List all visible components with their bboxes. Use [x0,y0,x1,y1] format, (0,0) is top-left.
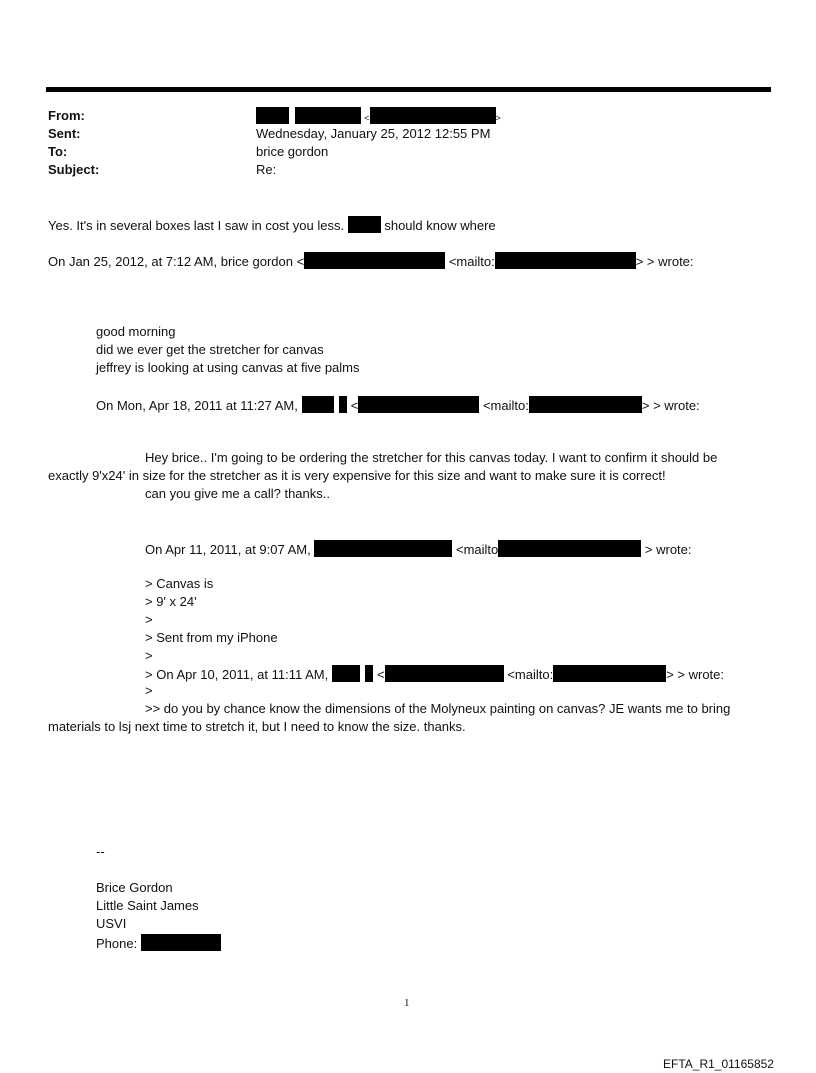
redaction-block [553,665,666,682]
quoted-line: > Sent from my iPhone [145,630,278,645]
redaction-block [370,107,496,124]
quoted-line: > Canvas is [145,576,214,591]
quoted-line: > 9' x 24' [145,594,197,609]
redaction-block [302,396,334,413]
quote-header-4: > On Apr 10, 2011, at 11:11 AM, < <mailto: > > wrote: [145,667,725,682]
redaction-block [295,107,361,124]
redaction-block [358,396,479,413]
redaction-block [385,665,504,682]
paragraph-line: can you give me a call? thanks.. [145,486,330,501]
quote-header-3: On Apr 11, 2011, at 9:07 AM, <mailto > wrote: [145,542,692,557]
signature-place: Little Saint James [96,898,199,913]
from-value: < > [256,107,501,126]
redaction-block [332,665,360,682]
page-number: 1 [404,997,410,1009]
redaction-block [365,665,373,682]
redaction-block [314,540,452,557]
quoted-line: > [145,683,153,698]
from-label: From: [48,108,85,123]
redaction-block [348,216,381,233]
sent-value: Wednesday, January 25, 2012 12:55 PM [256,126,491,141]
subject-label: Subject: [48,162,100,177]
redaction-block [339,396,347,413]
paragraph-line: Hey brice.. I'm going to be ordering the stretcher for this canvas today. I want to confirm it should be [145,450,718,465]
redaction-block [495,252,636,269]
redaction-block [498,540,641,557]
redaction-block [256,107,289,124]
redaction-block [141,934,221,951]
signature-region: USVI [96,916,127,931]
signature-phone: Phone: [96,934,221,952]
redaction-block [529,396,642,413]
quoted-line: >> do you by chance know the dimensions of the Molyneux painting on canvas? JE wants me to bring [145,701,731,716]
quote-header-1: On Jan 25, 2012, at 7:12 AM, brice gordon < <mailto: > > wrote: [48,254,694,269]
redaction-block [304,252,445,269]
signature-name: Brice Gordon [96,880,173,895]
message-line: jeffrey is looking at using canvas at five palms [96,360,360,375]
quote-header-2: On Mon, Apr 18, 2011 at 11:27 AM, < <mailto: > > wrote: [96,398,700,413]
paragraph-line: exactly 9'x24' in size for the stretcher as it is very expensive for this size and want to make sure it is correct! [48,468,666,483]
to-value: brice gordon [256,144,329,159]
quoted-line: materials to lsj next time to stretch it, but I need to know the size. thanks. [48,719,466,734]
message-line: did we ever get the stretcher for canvas [96,342,324,357]
document-id: EFTA_R1_01165852 [663,1057,774,1071]
reply-line: Yes. It's in several boxes last I saw in cost you less. should know where [48,218,496,233]
greeting-line: good morning [96,324,176,339]
sent-label: Sent: [48,126,81,141]
to-label: To: [48,144,68,159]
subject-value: Re: [256,162,277,177]
signature-separator: -- [96,844,105,859]
quoted-line: > [145,612,153,627]
header-rule [46,87,771,92]
quoted-line: > [145,648,153,663]
